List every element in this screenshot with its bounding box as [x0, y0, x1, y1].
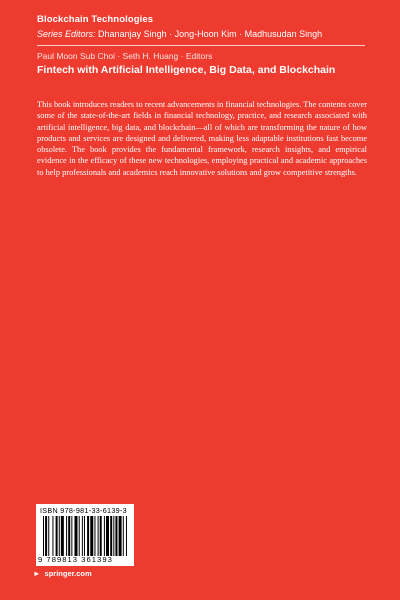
book-blurb: This book introduces readers to recent advancements in financial technologies. The contents cover some of the state-of-the-art fields in financial technology, practice, and research associated with artificial intelligence, big data, and blockchain—all of which are transforming the nature of how products and services are designed and delivered, making less adaptable institutions fast become obsolete. The book provides the fundamental framework, research insights, and empirical evidence in the efficacy of these new technologies, employing practical and academic approaches to help professionals and academics reach innovative solutions and grow competitive strengths. — [37, 100, 367, 177]
isbn-barcode-box — [36, 504, 134, 566]
authors-separator: · — [180, 51, 184, 61]
series-title: Blockchain Technologies — [37, 14, 154, 25]
series-editors-label: Series Editors: — [37, 29, 96, 39]
publisher-url — [33, 569, 92, 578]
arrow-icon: ► — [33, 569, 41, 578]
barcode-digits: 9 789813 361393 — [38, 555, 113, 564]
publisher-url-text: springer.com — [44, 569, 92, 578]
authors-role: Editors — [185, 51, 213, 61]
series-editors-names: Dhananjay Singh · Jong-Hoon Kim · Madhusudan Singh — [98, 29, 323, 39]
book-authors — [37, 51, 212, 61]
book-title: Fintech with Artificial Intelligence, Big Data, and Blockchain — [37, 64, 336, 76]
series-editors — [37, 29, 322, 39]
barcode-icon — [43, 516, 127, 556]
isbn-label: ISBN 978-981-33-6139-3 — [40, 506, 127, 515]
authors-names: Paul Moon Sub Choi · Seth H. Huang — [37, 51, 179, 61]
divider-rule — [37, 45, 365, 46]
